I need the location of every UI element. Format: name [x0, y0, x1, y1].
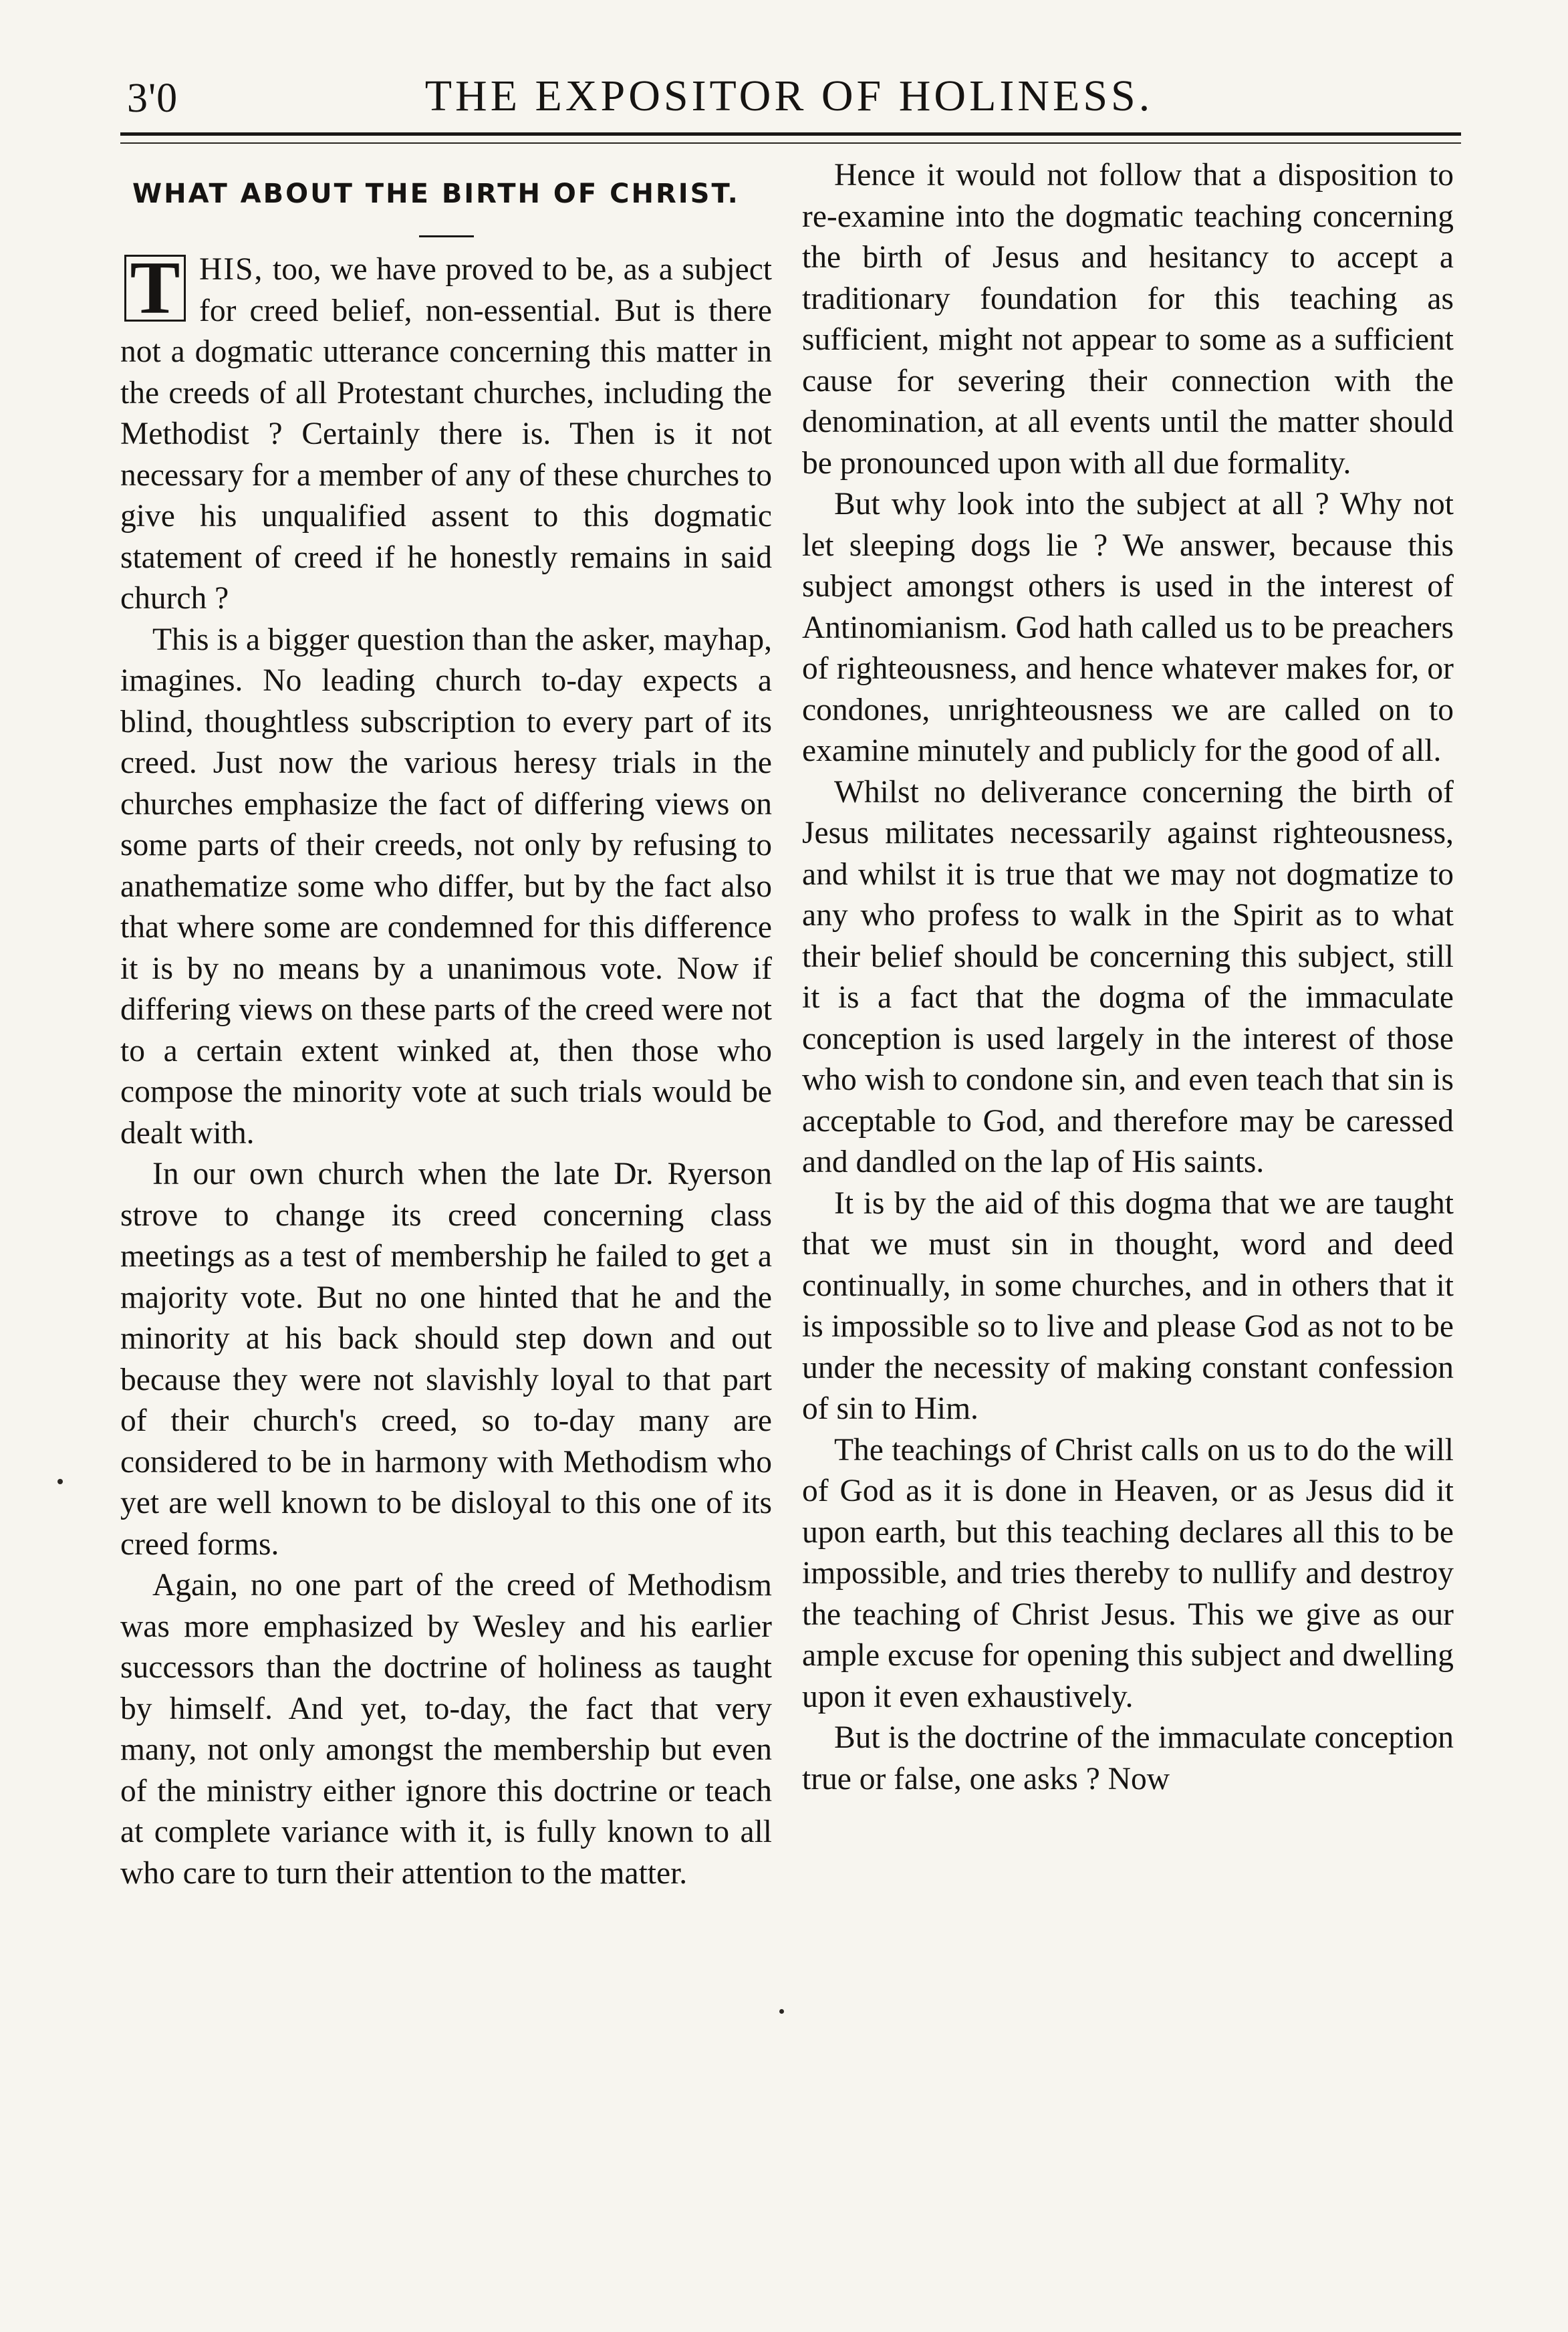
first-word-rest: HIS, — [199, 252, 264, 287]
article-title: WHAT ABOUT THE BIRTH OF CHRIST. — [132, 179, 740, 209]
paragraph-5: Hence it would not follow that a disposition to re-examine into the dogmatic teaching concerning the birth of Jesus and hesitancy to accept a traditionary foundation for this teaching as sufficient, might not appear to some as a sufficient cause for severing their connection with the denomination, at all events until the matter should be pronounced upon with all due formality. — [802, 158, 1454, 481]
header-rule-thick — [120, 132, 1461, 136]
journal-title: THE EXPOSITOR OF HOLINESS. — [424, 72, 1154, 120]
paragraph-1 — [120, 249, 772, 620]
paragraph-4: Again, no one part of the creed of Methodism was more emphasized by Wesley and his earlier successors than the doctrine of holiness as taught by himself. And yet, to-day, the fact that very many, not only amongst the membership but even of the ministry either ignore this doctrine or teach at complete variance with it, is fully known to all who care to turn their attention to the matter. — [120, 1568, 772, 1891]
print-speck — [57, 1479, 63, 1484]
paragraph-7: Whilst no deliverance concerning the birth of Jesus militates necessarily against righteousness, and whilst it is true that we may not dogmatize to any who profess to walk in the Spirit as to what their belief should be concerning this subject, still it is a fact that the dogma of the immaculate conception is used largely in the interest of those who wish to condone sin, and even teach that sin is acceptable to God, and therefore may be caressed and dandled on the lap of His saints. — [802, 774, 1454, 1179]
paragraph-9: The teachings of Christ calls on us to do the will of God as it is done in Heaven, or as Jesus did it upon earth, but this teaching declares all this to be impossible, and tries thereby to nullify and destroy the teaching of Christ Jesus. This we give as our ample excuse for opening this subject and dwelling upon it even exhaustively. — [802, 1432, 1454, 1714]
decorative-dropcap — [120, 247, 190, 330]
paragraph-10: But is the doctrine of the immaculate conception true or false, one asks ? Now — [802, 1720, 1454, 1796]
paragraph-6: But why look into the subject at all ? Why not let sleeping dogs lie ? We answer, because this subject amongst others is used in the interest of Antinomianism. God hath called us to be preachers of righteousness, and hence whatever makes for, or condones, unrighteousness we are called on to examine minutely and publicly for the good of all. — [802, 487, 1454, 768]
paragraph-8: It is by the aid of this dogma that we are taught that we must sin in thought, word and deed continually, in some churches, and in others that it is impossible so to live and please God as not to be under the necessity of making constant confession of sin to Him. — [802, 1185, 1454, 1426]
title-divider — [419, 235, 474, 237]
page-number: 3'0 — [127, 76, 178, 121]
running-head — [120, 62, 1458, 122]
paragraph-2: This is a bigger question than the asker, mayhap, imagines. No leading church to-day expects a blind, thoughtless subscription to every part of its creed. Just now the various heresy trials in the churches emphasize the fact of differing views on some parts of their creeds, not only by refusing to anathematize some who differ, but by the fact also that where some are condemned for this difference it is by no means by a unanimous vote. Now if differing views on these parts of the creed were not to a certain extent winked at, then those who compose the minority vote at such trials would be dealt with. — [120, 622, 772, 1151]
paragraph-3: In our own church when the late Dr. Ryerson strove to change its creed concerning class meetings as a test of membership he failed to get a majority vote. But no one hinted that he and the minority at his back should step down and out because they were not slavishly loyal to that part of their church's creed, so to-day many are considered to be in harmony with Methodism who yet are well known to be disloyal to this one of its creed forms. — [120, 1157, 772, 1562]
left-column — [120, 155, 772, 1894]
right-column — [802, 155, 1454, 1800]
header-rule-thin — [120, 142, 1461, 144]
dropcap-letter: T — [130, 247, 180, 330]
print-speck — [779, 2009, 784, 2014]
paragraph-text: too, we have proved to be, as a subject for creed belief, non-essential. But is there not a dogmatic utterance concerning this matter in the creeds of all Protestant churches, including the Methodist ? Certainly there is. Then is it not necessary for a member of any of these churches to give his unqualified assent to this dogmatic statement of creed if he honestly remains in said church ? — [120, 252, 772, 616]
